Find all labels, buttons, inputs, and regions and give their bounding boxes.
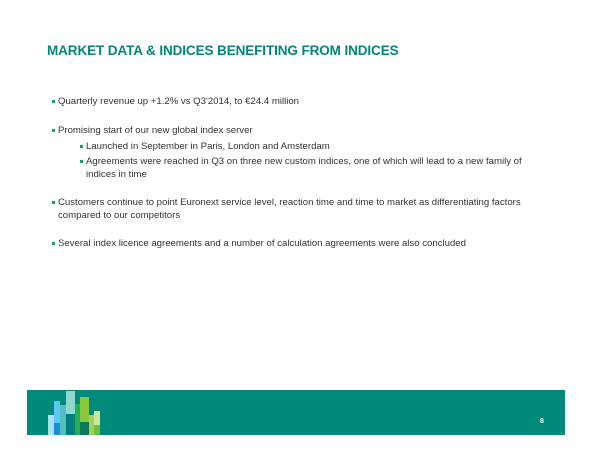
bullet-text: Several index licence agreements and a number of calculation agreements were also concluded bbox=[58, 238, 466, 249]
bullet-text: Agreements were reached in Q3 on three new custom indices, one of which will lead to a new family of indices in time bbox=[86, 156, 522, 180]
page-number: 8 bbox=[540, 418, 544, 425]
bullet-index-server bbox=[58, 125, 253, 138]
bullet-text: Customers continue to point Euronext service level, reaction time and time to market as differentiating factors compared to our competitors bbox=[58, 197, 521, 221]
bullet-customers bbox=[58, 197, 548, 222]
bullet-text: Quarterly revenue up +1.2% vs Q3'2014, to €24.4 million bbox=[58, 96, 300, 107]
bullet-revenue bbox=[58, 96, 299, 109]
bullet-licence bbox=[58, 238, 466, 251]
sub-bullet-agreements bbox=[86, 156, 536, 181]
bullet-text: Promising start of our new global index server bbox=[58, 125, 253, 136]
euronext-logo bbox=[27, 390, 127, 435]
bullet-text: Launched in September in Paris, London and Amsterdam bbox=[86, 141, 330, 152]
slide-title: MARKET DATA & INDICES BENEFITING FROM INDICES bbox=[47, 43, 399, 58]
sub-bullet-launch bbox=[86, 141, 330, 154]
